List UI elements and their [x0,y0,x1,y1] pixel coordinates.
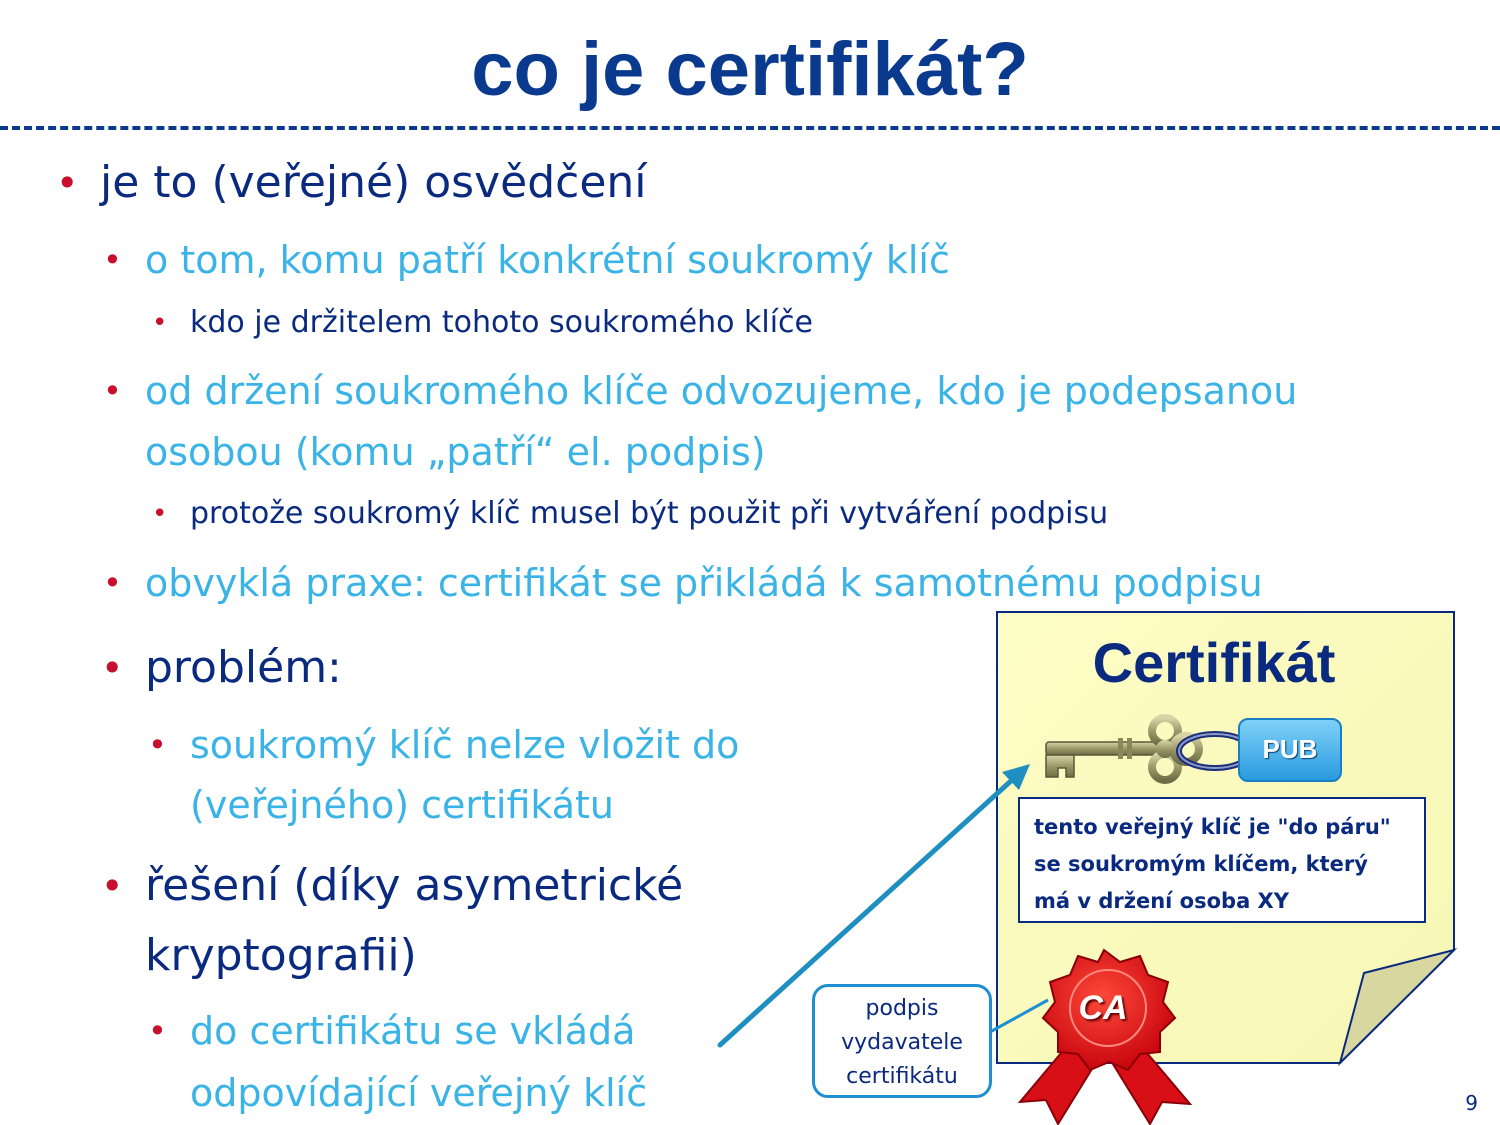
bullet-text: od držení soukromého klíče odvozujeme, kdo je podepsanou [145,369,1298,413]
bullet-text: řešení (díky asymetrické [145,860,684,911]
bullet-text: soukromý klíč nelze vložit do [190,723,740,767]
bullet-text: (veřejného) certifikátu [190,783,615,827]
bullet-dot: • [103,564,122,602]
bullet-dot: • [56,161,79,205]
bullet-text: obvyklá praxe: certifikát se přikládá k samotnému podpisu [145,561,1263,605]
bullet-dot: • [103,372,122,410]
certificate-title: Certifikát [1092,631,1336,694]
bullet-text: protože soukromý klíč musel být použit při vytváření podpisu [190,496,1109,531]
bullet-text: odpovídající veřejný klíč [190,1071,648,1115]
bullet-dot: • [103,241,122,279]
issuer-signature-callout: podpis vydavatele certifikátu [812,984,992,1098]
bullet-text: je to (veřejné) osvědčení [100,157,647,208]
bullet-dot: • [148,1012,167,1050]
bullet-text: o tom, komu patří konkrétní soukromý klíč [145,238,950,282]
ca-seal-label: CA [1078,989,1128,1027]
bullet-dot: • [152,499,168,529]
bullet-text: kdo je držitelem tohoto soukromého klíče [190,305,813,340]
bullet-dot: • [152,308,168,338]
bullet-dot: • [101,646,124,690]
public-key-tag: PUB [1238,718,1342,782]
page-number: 9 [1465,1091,1478,1115]
bullet-text: do certifikátu se vkládá [190,1009,636,1053]
bullet-dot: • [148,726,167,764]
bullet-text: problém: [145,642,342,693]
certificate-note: tento veřejný klíč je "do páru" se soukromým klíčem, který má v držení osoba XY [1018,797,1426,923]
bullet-dot: • [101,864,124,908]
bullet-text: kryptografii) [145,930,417,981]
slide-title: co je certifikát? [471,27,1029,112]
bullet-text: osobou (komu „patří“ el. podpis) [145,430,766,474]
